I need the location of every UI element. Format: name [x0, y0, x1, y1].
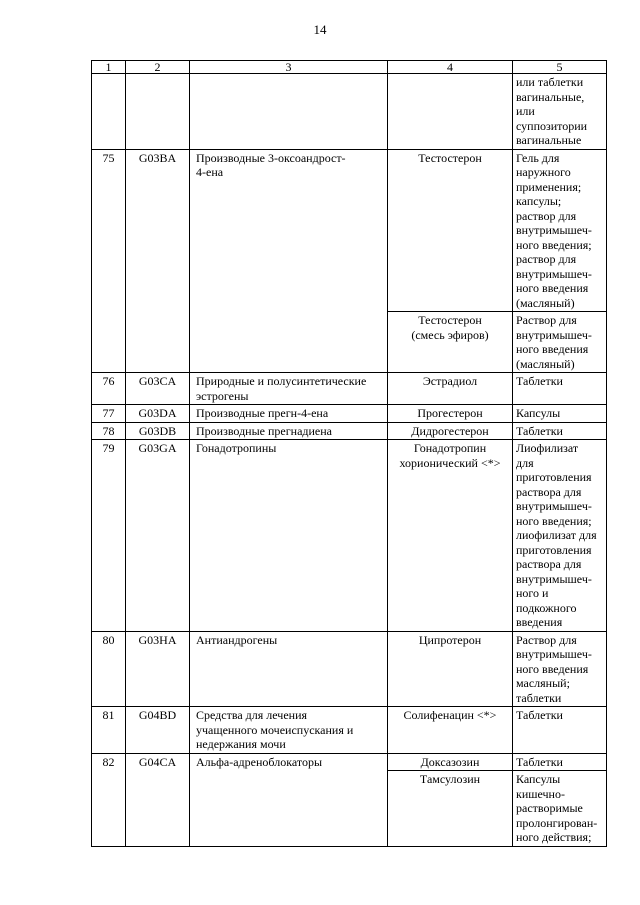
atc-code-cell	[126, 74, 190, 150]
group-cell: Производные 3-оксоандрост- 4-ена	[190, 149, 388, 373]
row-number-cell: 81	[92, 707, 126, 754]
table-row	[92, 74, 607, 150]
row-number-cell	[92, 74, 126, 150]
row-number-cell: 82	[92, 753, 126, 846]
group-cell: Гонадотропины	[190, 440, 388, 632]
row-number-cell: 79	[92, 440, 126, 632]
atc-code-cell: G03GA	[126, 440, 190, 632]
table-row	[92, 405, 607, 423]
table-row	[92, 422, 607, 440]
group-cell: Природные и полусинтетические эстрогены	[190, 373, 388, 405]
form-cell: Таблетки	[513, 422, 607, 440]
drug-cell: Тамсулозин	[388, 771, 513, 847]
drug-cell: Гонадотропин хорионический <*>	[388, 440, 513, 632]
atc-code-cell: G04CA	[126, 753, 190, 846]
atc-code-cell: G04BD	[126, 707, 190, 754]
group-cell: Антиандрогены	[190, 631, 388, 707]
atc-code-cell: G03CA	[126, 373, 190, 405]
table-row	[92, 631, 607, 707]
header-cell: 1	[92, 61, 126, 74]
group-cell	[190, 74, 388, 150]
row-number-cell: 77	[92, 405, 126, 423]
table-row	[92, 753, 607, 771]
form-cell: Таблетки	[513, 707, 607, 754]
group-cell: Альфа-адреноблокаторы	[190, 753, 388, 846]
drug-cell	[388, 74, 513, 150]
table-row	[92, 440, 607, 632]
table-row	[92, 373, 607, 405]
drug-cell: Эстрадиол	[388, 373, 513, 405]
form-cell: Капсулы	[513, 405, 607, 423]
table-row	[92, 707, 607, 754]
form-cell: или таблетки вагинальные, или суппозитории вагинальные	[513, 74, 607, 150]
row-number-cell: 76	[92, 373, 126, 405]
drug-cell: Доксазозин	[388, 753, 513, 771]
form-cell: Капсулы кишечно- растворимые пролонгирован- ного действия;	[513, 771, 607, 847]
group-cell: Производные прегн-4-ена	[190, 405, 388, 423]
form-cell: Лиофилизат для приготовления раствора для внутримышеч- ного введения; лиофилизат для приготовления раствора для внутримышеч- ного и подкожного введения	[513, 440, 607, 632]
header-cell: 4	[388, 61, 513, 74]
row-number-cell: 75	[92, 149, 126, 373]
group-cell: Средства для лечения учащенного мочеиспускания и недержания мочи	[190, 707, 388, 754]
drug-cell: Дидрогестерон	[388, 422, 513, 440]
drug-cell: Тестостерон (смесь эфиров)	[388, 312, 513, 373]
atc-code-cell: G03DA	[126, 405, 190, 423]
atc-code-cell: G03BA	[126, 149, 190, 373]
drug-cell: Ципротерон	[388, 631, 513, 707]
drug-table	[91, 60, 607, 847]
form-cell: Таблетки	[513, 373, 607, 405]
form-cell: Гель для наружного применения; капсулы; раствор для внутримышеч- ного введения; раствор для внутримышеч- ного введения (масляный)	[513, 149, 607, 312]
header-cell: 5	[513, 61, 607, 74]
group-cell: Производные прегнадиена	[190, 422, 388, 440]
form-cell: Раствор для внутримышеч- ного введения (масляный)	[513, 312, 607, 373]
atc-code-cell: G03DB	[126, 422, 190, 440]
form-cell: Таблетки	[513, 753, 607, 771]
row-number-cell: 78	[92, 422, 126, 440]
table-row	[92, 149, 607, 312]
drug-cell: Солифенацин <*>	[388, 707, 513, 754]
page-number: 14	[313, 22, 327, 37]
header-cell: 3	[190, 61, 388, 74]
table-header-row	[92, 61, 607, 74]
form-cell: Раствор для внутримышеч- ного введения масляный; таблетки	[513, 631, 607, 707]
drug-cell: Прогестерон	[388, 405, 513, 423]
row-number-cell: 80	[92, 631, 126, 707]
drug-cell: Тестостерон	[388, 149, 513, 312]
atc-code-cell: G03HA	[126, 631, 190, 707]
header-cell: 2	[126, 61, 190, 74]
